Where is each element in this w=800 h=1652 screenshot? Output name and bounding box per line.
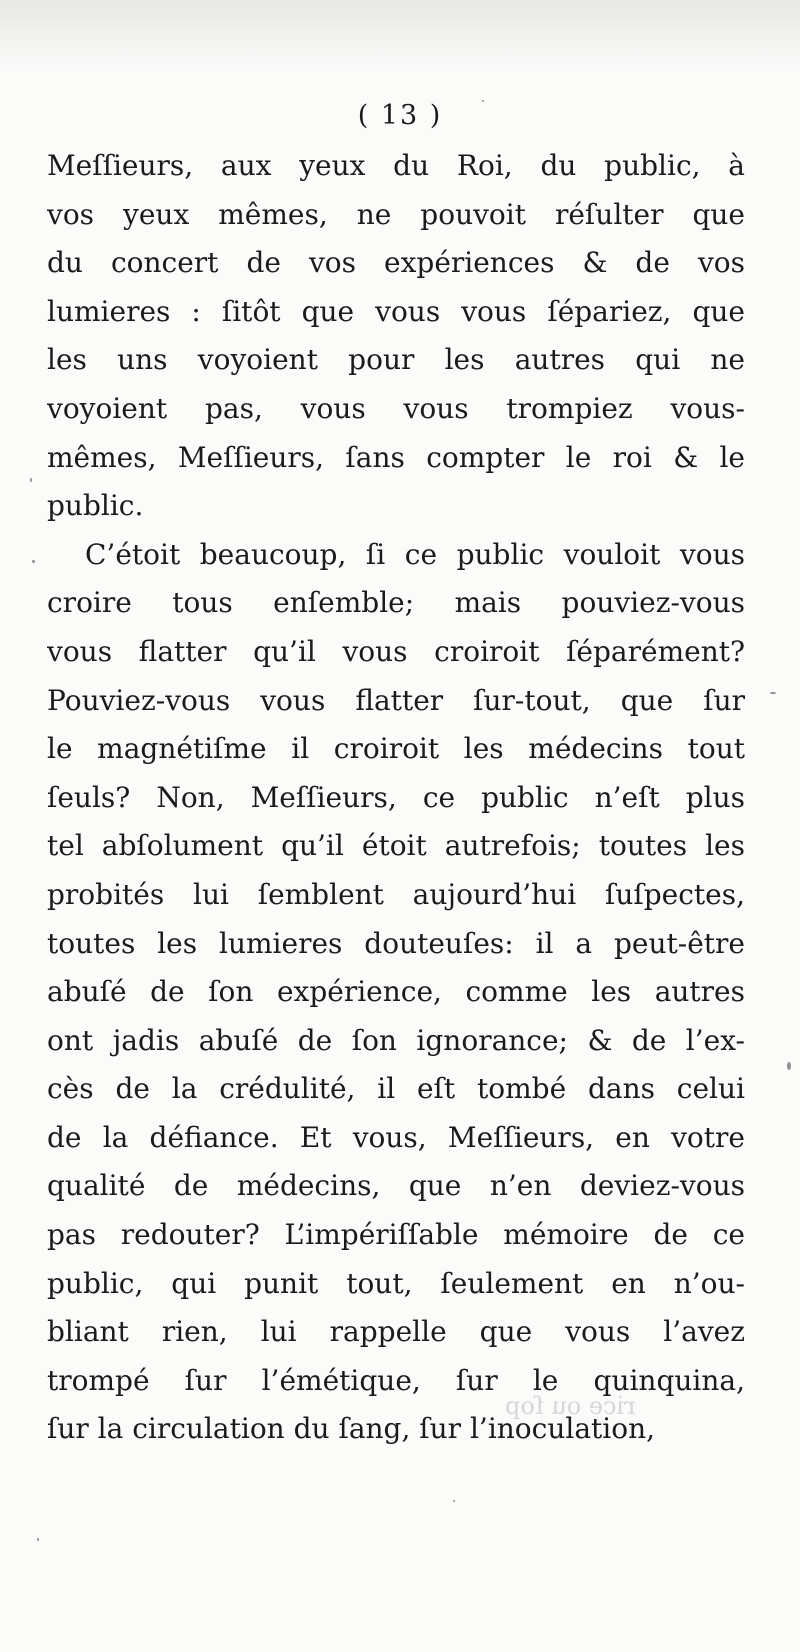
text-line: probités lui ſemblent aujourd’hui ſuſpectes, [47, 877, 745, 911]
page-number: ( 13 ) [357, 100, 443, 131]
text-line: le magnétiſme il croiroit les médecins tout [47, 732, 745, 766]
body-text [47, 142, 745, 1454]
text-line: Meſſieurs, aux yeux du Roi, du public, à [47, 149, 745, 182]
ink-speck [37, 1538, 39, 1541]
ink-speck [787, 1062, 791, 1070]
text-line: mêmes, Meſſieurs, ſans compter le roi & le [47, 440, 745, 474]
text-line: abuſé de ſon expérience, comme les autres [47, 975, 745, 1009]
text-line: trompé ſur l’émétique, ſur le quinquina, [47, 1363, 745, 1397]
text-line: ſur la circulation du ſang, ſur l’inoculation, [47, 1412, 656, 1446]
text-line: les uns voyoient pour les autres qui ne [47, 343, 745, 377]
show-through-text: rice ou ſop [505, 1392, 636, 1420]
ink-speck [30, 478, 32, 482]
text-line: croire tous enſemble; mais pouviez-vous [47, 586, 745, 620]
text-line: bliant rien, lui rappelle que vous l’avez [47, 1315, 745, 1349]
text-line: lumieres : ſitôt que vous vous ſépariez, que [47, 294, 745, 328]
text-line: ont jadis abuſé de ſon ignorance; & de l’ex- [47, 1023, 745, 1057]
ink-speck [453, 1500, 455, 1502]
text-line: tel abſolument qu’il étoit autrefois; toutes les [47, 829, 745, 863]
text-line: C’étoit beaucoup, ſi ce public vouloit vous [85, 537, 745, 571]
text-line: cès de la crédulité, il eſt tombé dans celui [47, 1072, 745, 1106]
ink-speck [482, 100, 484, 102]
text-line: voyoient pas, vous vous trompiez vous- [47, 391, 745, 425]
ink-speck [770, 692, 776, 694]
text-line: Pouviez-vous vous flatter ſur-tout, que ſur [47, 683, 745, 717]
text-line: du concert de vos expériences & de vos [47, 246, 745, 280]
text-line: public. [47, 489, 144, 523]
text-line: toutes les lumieres douteuſes: il a peut-être [47, 926, 745, 960]
text-line: vos yeux mêmes, ne pouvoit réſulter que [47, 197, 745, 231]
ink-speck [32, 560, 35, 563]
text-line: qualité de médecins, que n’en deviez-vous [47, 1169, 745, 1203]
text-line: ſeuls? Non, Meſſieurs, ce public n’eſt plus [47, 780, 745, 814]
text-line: pas redouter? L’impériſſable mémoire de ce [47, 1218, 745, 1252]
text-line: de la défiance. Et vous, Meſſieurs, en votre [47, 1120, 745, 1154]
page-top-shadow [0, 0, 800, 70]
text-line: public, qui punit tout, ſeulement en n’ou- [47, 1266, 745, 1300]
text-line: vous flatter qu’il vous croiroit ſéparément? [47, 634, 745, 668]
